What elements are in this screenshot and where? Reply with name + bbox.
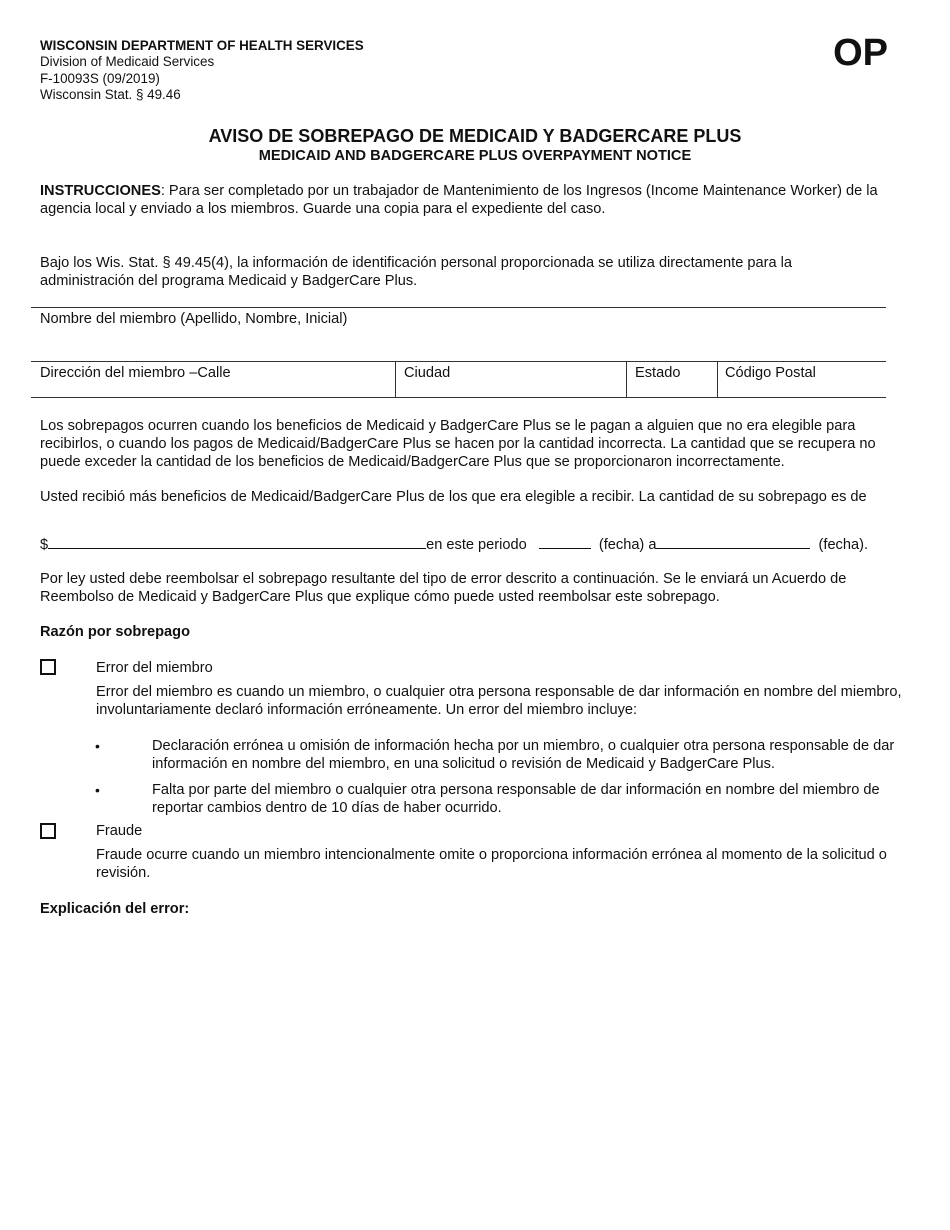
form-header	[40, 38, 364, 104]
period-label: en este periodo	[426, 537, 527, 553]
currency-symbol: $	[40, 537, 49, 553]
member-name-field[interactable]	[40, 328, 886, 358]
date-label-2: (fecha).	[818, 537, 869, 553]
repay-text: Por ley usted debe reembolsar el sobrepago resultante del tipo de error descrito a continuación. Se le enviará un Acuerdo de Reembolso de Medicaid y BadgerCare Plus que explique cómo puede usted reembolsar este sobrepago.	[40, 571, 847, 606]
overpayment-amount-field[interactable]	[48, 534, 426, 549]
zip-label: Código Postal	[725, 365, 816, 381]
member-error-checkbox[interactable]	[40, 659, 56, 675]
divider	[31, 361, 886, 362]
instructions	[40, 182, 912, 218]
start-date-field[interactable]	[539, 534, 591, 549]
column-divider	[717, 361, 718, 398]
instructions-text: : Para ser completado por un trabajador de Mantenimiento de los Ingresos (Income Maintenance Worker) de la agencia local y enviado a los miembros. Guarde una copia para el expediente del caso.	[40, 183, 878, 218]
department-name: WISCONSIN DEPARTMENT OF HEALTH SERVICES	[40, 38, 364, 53]
date-label-1: (fecha) a	[598, 537, 657, 553]
privacy-notice: Bajo los Wis. Stat. § 49.45(4), la información de identificación personal proporcionada se utiliza directamente para la administración del programa Medicaid y BadgerCare Plus.	[40, 255, 792, 290]
member-error-description: Error del miembro es cuando un miembro, o cualquier otra persona responsable de dar información en nombre del miembro, involuntariamente declaró información erróneamente. Un error del miembro incluye:	[96, 684, 902, 719]
statute-reference: Wisconsin Stat. § 49.46	[40, 87, 181, 103]
street-field[interactable]	[32, 380, 394, 396]
received-text: Usted recibió más beneficios de Medicaid/BadgerCare Plus de los que era elegible a recibir. La cantidad de su sobrepago es de	[40, 489, 867, 505]
state-field[interactable]	[628, 380, 716, 396]
explanation-field[interactable]	[40, 922, 910, 1202]
bullet-item-2: Falta por parte del miembro o cualquier otra persona responsable de dar información en nombre del miembro de reportar cambios dentro de 10 días de haber ocurrido.	[152, 782, 880, 817]
page-title: AVISO DE SOBREPAGO DE MEDICAID Y BADGERCARE PLUS	[208, 126, 742, 146]
divider	[31, 307, 886, 308]
bullet-icon: •	[95, 782, 100, 798]
amount-line	[40, 534, 920, 554]
member-name-label: Nombre del miembro (Apellido, Nombre, Inicial)	[40, 311, 348, 327]
fraud-checkbox[interactable]	[40, 823, 56, 839]
state-label: Estado	[635, 365, 681, 381]
overpayment-intro: Los sobrepagos ocurren cuando los beneficios de Medicaid y BadgerCare Plus se le pagan a alguien que no era elegible para recibirlos, o cuando los pagos de Medicaid/BadgerCare Plus se hacen por la cantidad incorrecta. La cantidad que se recupera no puede exceder la cantidad de los beneficios de Medicaid/BadgerCare Plus que se proporcionaron incorrectamente.	[40, 418, 876, 471]
city-label: Ciudad	[404, 365, 451, 381]
bullet-item-1: Declaración errónea u omisión de información hecha por un miembro, o cualquier otra persona responsable de dar información en nombre del miembro, en una solicitud o revisión de Medicaid y BadgerCare Plus.	[152, 738, 895, 773]
street-label: Dirección del miembro –Calle	[40, 365, 231, 381]
explanation-heading: Explicación del error:	[40, 901, 190, 917]
column-divider	[626, 361, 627, 398]
reason-heading: Razón por sobrepago	[40, 624, 190, 640]
column-divider	[395, 361, 396, 398]
form-number: F-10093S (09/2019)	[40, 70, 160, 86]
zip-field[interactable]	[719, 380, 885, 396]
member-error-label: Error del miembro	[96, 660, 213, 676]
bullet-icon: •	[95, 738, 100, 754]
instructions-label: INSTRUCCIONES	[40, 183, 161, 199]
fraud-label: Fraude	[96, 823, 143, 839]
fraud-description: Fraude ocurre cuando un miembro intencionalmente omite o proporciona información errónea al momento de la solicitud o revisión.	[96, 847, 887, 882]
end-date-field[interactable]	[656, 534, 810, 549]
divider	[31, 397, 886, 398]
page-subtitle: MEDICAID AND BADGERCARE PLUS OVERPAYMENT NOTICE	[258, 148, 692, 164]
city-field[interactable]	[397, 380, 625, 396]
form-code: OP	[833, 32, 888, 74]
division-name: Division of Medicaid Services	[40, 54, 215, 70]
